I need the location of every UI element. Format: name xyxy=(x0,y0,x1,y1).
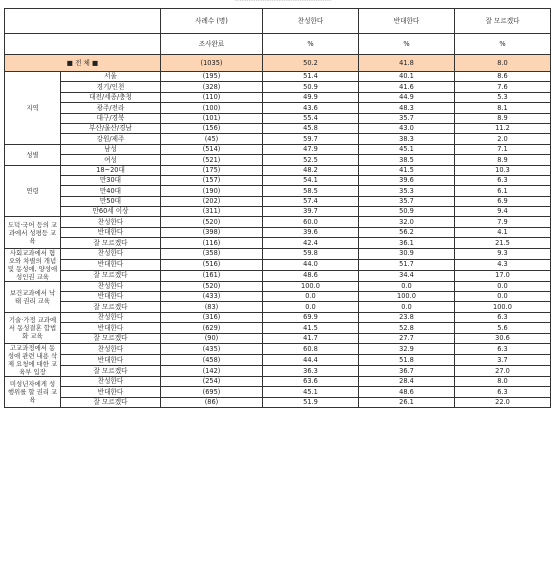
row-unknown: 10.3 xyxy=(455,165,551,175)
row-label: 만40대 xyxy=(61,186,161,196)
row-disagree: 28.4 xyxy=(359,376,455,386)
header-col-agree: 찬성한다 xyxy=(263,9,359,34)
header-corner xyxy=(5,9,161,34)
row-agree: 44.4 xyxy=(263,354,359,365)
row-disagree: 35.7 xyxy=(359,113,455,123)
row-agree: 45.1 xyxy=(263,387,359,397)
table-row xyxy=(5,165,551,175)
row-unknown: 7.6 xyxy=(455,82,551,92)
row-n: (190) xyxy=(161,186,263,196)
total-n: (1035) xyxy=(161,55,263,72)
row-unknown: 2.0 xyxy=(455,134,551,144)
row-agree: 39.6 xyxy=(263,227,359,237)
row-label: 잘 모르겠다 xyxy=(61,238,161,248)
row-label: 반대한다 xyxy=(61,387,161,397)
row-n: (83) xyxy=(161,302,263,312)
header-n-sub: 조사완료 xyxy=(161,34,263,55)
table-row xyxy=(5,397,551,407)
row-unknown: 6.1 xyxy=(455,186,551,196)
row-unknown: 6.3 xyxy=(455,343,551,354)
row-label: 대구/경북 xyxy=(61,113,161,123)
row-disagree: 26.1 xyxy=(359,397,455,407)
row-agree: 41.7 xyxy=(263,333,359,343)
row-disagree: 100.0 xyxy=(359,292,455,302)
row-agree: 100.0 xyxy=(263,281,359,291)
table-row xyxy=(5,270,551,281)
row-agree: 54.1 xyxy=(263,175,359,185)
table-row xyxy=(5,227,551,237)
row-agree: 48.6 xyxy=(263,270,359,281)
row-agree: 47.9 xyxy=(263,144,359,154)
row-agree: 51.4 xyxy=(263,72,359,82)
row-unknown: 11.2 xyxy=(455,123,551,133)
row-unknown: 100.0 xyxy=(455,302,551,312)
row-disagree: 34.4 xyxy=(359,270,455,281)
row-n: (90) xyxy=(161,333,263,343)
row-unknown: 22.0 xyxy=(455,397,551,407)
row-n: (516) xyxy=(161,259,263,270)
unit-agree: % xyxy=(263,34,359,55)
row-label: 만30대 xyxy=(61,175,161,185)
table-row xyxy=(5,365,551,376)
table-row xyxy=(5,144,551,154)
row-n: (328) xyxy=(161,82,263,92)
row-unknown: 7.9 xyxy=(455,217,551,227)
row-unknown: 9.4 xyxy=(455,207,551,217)
row-agree: 69.9 xyxy=(263,312,359,322)
row-unknown: 21.5 xyxy=(455,238,551,248)
row-unknown: 9.3 xyxy=(455,248,551,259)
table-row xyxy=(5,259,551,270)
row-agree: 51.9 xyxy=(263,397,359,407)
row-agree: 59.8 xyxy=(263,248,359,259)
top-caption xyxy=(0,0,553,8)
row-disagree: 39.6 xyxy=(359,175,455,185)
row-label: 광주/전라 xyxy=(61,103,161,113)
total-disagree: 41.8 xyxy=(359,55,455,72)
row-agree: 48.2 xyxy=(263,165,359,175)
row-label: 반대한다 xyxy=(61,323,161,333)
row-n: (520) xyxy=(161,281,263,291)
row-unknown: 8.9 xyxy=(455,113,551,123)
row-unknown: 4.3 xyxy=(455,259,551,270)
row-n: (316) xyxy=(161,312,263,322)
row-n: (175) xyxy=(161,165,263,175)
row-agree: 49.9 xyxy=(263,92,359,102)
row-unknown: 27.0 xyxy=(455,365,551,376)
group-label: 미성년자에게 성행위를 할 권리 교육 xyxy=(5,376,61,407)
row-label: 반대한다 xyxy=(61,292,161,302)
total-unknown: 8.0 xyxy=(455,55,551,72)
header-col-disagree: 반대한다 xyxy=(359,9,455,34)
row-label: 여성 xyxy=(61,155,161,165)
row-disagree: 0.0 xyxy=(359,302,455,312)
table-row xyxy=(5,72,551,82)
row-agree: 60.0 xyxy=(263,217,359,227)
row-unknown: 5.3 xyxy=(455,92,551,102)
row-unknown: 3.7 xyxy=(455,354,551,365)
total-label: ■ 전 체 ■ xyxy=(5,55,161,72)
row-disagree: 41.6 xyxy=(359,82,455,92)
row-n: (142) xyxy=(161,365,263,376)
group-label: 지역 xyxy=(5,72,61,145)
row-label: 경기/인천 xyxy=(61,82,161,92)
row-label: 찬성한다 xyxy=(61,343,161,354)
table-row xyxy=(5,196,551,206)
row-label: 반대한다 xyxy=(61,259,161,270)
table-row xyxy=(5,82,551,92)
row-n: (86) xyxy=(161,397,263,407)
row-unknown: 17.0 xyxy=(455,270,551,281)
crosstab-table xyxy=(4,8,551,408)
row-unknown: 6.9 xyxy=(455,196,551,206)
row-label: 반대한다 xyxy=(61,354,161,365)
table-row xyxy=(5,248,551,259)
table-row xyxy=(5,186,551,196)
row-n: (116) xyxy=(161,238,263,248)
row-agree: 60.8 xyxy=(263,343,359,354)
row-agree: 44.0 xyxy=(263,259,359,270)
group-label: 기술·가정 교과에서 동성결혼 합법화 교육 xyxy=(5,312,61,343)
unit-disagree: % xyxy=(359,34,455,55)
row-disagree: 27.7 xyxy=(359,333,455,343)
row-n: (695) xyxy=(161,387,263,397)
row-n: (101) xyxy=(161,113,263,123)
header-col-unknown: 잘 모르겠다 xyxy=(455,9,551,34)
row-unknown: 8.1 xyxy=(455,103,551,113)
table-row xyxy=(5,376,551,386)
table-row xyxy=(5,92,551,102)
row-label: 잘 모르겠다 xyxy=(61,302,161,312)
row-unknown: 8.9 xyxy=(455,155,551,165)
row-n: (629) xyxy=(161,323,263,333)
row-label: 서울 xyxy=(61,72,161,82)
group-label: 성별 xyxy=(5,144,61,165)
row-agree: 50.9 xyxy=(263,82,359,92)
row-n: (358) xyxy=(161,248,263,259)
total-row xyxy=(5,55,551,72)
row-unknown: 8.6 xyxy=(455,72,551,82)
row-label: 만50대 xyxy=(61,196,161,206)
row-n: (156) xyxy=(161,123,263,133)
header-n: 사례수 (명) xyxy=(161,9,263,34)
row-n: (458) xyxy=(161,354,263,365)
table-row xyxy=(5,113,551,123)
row-agree: 58.5 xyxy=(263,186,359,196)
row-label: 잘 모르겠다 xyxy=(61,333,161,343)
row-disagree: 52.8 xyxy=(359,323,455,333)
group-label: 고교과정에서 동성애 관련 내용 삭제 요청에 대한 교육부 입장 xyxy=(5,343,61,376)
row-label: 잘 모르겠다 xyxy=(61,270,161,281)
row-agree: 42.4 xyxy=(263,238,359,248)
row-disagree: 38.3 xyxy=(359,134,455,144)
table-row xyxy=(5,292,551,302)
row-label: 찬성한다 xyxy=(61,312,161,322)
row-disagree: 56.2 xyxy=(359,227,455,237)
unit-row xyxy=(5,34,551,55)
table-row xyxy=(5,387,551,397)
row-disagree: 44.9 xyxy=(359,92,455,102)
row-label: 찬성한다 xyxy=(61,217,161,227)
row-n: (202) xyxy=(161,196,263,206)
row-disagree: 48.3 xyxy=(359,103,455,113)
header-row xyxy=(5,9,551,34)
row-n: (254) xyxy=(161,376,263,386)
table-body xyxy=(5,9,551,408)
row-unknown: 30.6 xyxy=(455,333,551,343)
row-unknown: 8.0 xyxy=(455,376,551,386)
row-disagree: 36.1 xyxy=(359,238,455,248)
row-unknown: 0.0 xyxy=(455,292,551,302)
row-unknown: 4.1 xyxy=(455,227,551,237)
row-n: (433) xyxy=(161,292,263,302)
row-disagree: 50.9 xyxy=(359,207,455,217)
row-unknown: 7.1 xyxy=(455,144,551,154)
table-row xyxy=(5,281,551,291)
group-label: 사회교과에서 혐오와 차별의 개념 및 동성애, 양성애 성인권 교육 xyxy=(5,248,61,281)
row-n: (520) xyxy=(161,217,263,227)
row-label: 18~20대 xyxy=(61,165,161,175)
row-agree: 0.0 xyxy=(263,292,359,302)
top-caption-text: ------------------------------------------ xyxy=(235,0,332,4)
row-label: 잘 모르겠다 xyxy=(61,397,161,407)
table-row xyxy=(5,323,551,333)
table-row xyxy=(5,302,551,312)
table-row xyxy=(5,333,551,343)
row-disagree: 45.1 xyxy=(359,144,455,154)
group-label: 도덕·국어 등의 교과에서 성평등 교육 xyxy=(5,217,61,248)
row-label: 강원/제주 xyxy=(61,134,161,144)
group-label: 보건교과에서 낙태 권리 교육 xyxy=(5,281,61,312)
row-n: (311) xyxy=(161,207,263,217)
row-agree: 39.7 xyxy=(263,207,359,217)
table-row xyxy=(5,103,551,113)
row-unknown: 6.3 xyxy=(455,387,551,397)
table-row xyxy=(5,217,551,227)
row-disagree: 36.7 xyxy=(359,365,455,376)
row-n: (45) xyxy=(161,134,263,144)
row-agree: 43.6 xyxy=(263,103,359,113)
unit-unknown: % xyxy=(455,34,551,55)
row-disagree: 41.5 xyxy=(359,165,455,175)
row-agree: 36.3 xyxy=(263,365,359,376)
row-label: 부산/울산/경남 xyxy=(61,123,161,133)
row-disagree: 51.8 xyxy=(359,354,455,365)
table-row xyxy=(5,343,551,354)
row-disagree: 30.9 xyxy=(359,248,455,259)
table-row xyxy=(5,123,551,133)
row-label: 남성 xyxy=(61,144,161,154)
row-label: 잘 모르겠다 xyxy=(61,365,161,376)
row-label: 만60세 이상 xyxy=(61,207,161,217)
row-label: 찬성한다 xyxy=(61,248,161,259)
row-agree: 55.4 xyxy=(263,113,359,123)
table-row xyxy=(5,175,551,185)
row-n: (161) xyxy=(161,270,263,281)
row-n: (435) xyxy=(161,343,263,354)
total-agree: 50.2 xyxy=(263,55,359,72)
row-label: 반대한다 xyxy=(61,227,161,237)
table-row xyxy=(5,312,551,322)
row-disagree: 35.7 xyxy=(359,196,455,206)
row-unknown: 6.3 xyxy=(455,312,551,322)
row-unknown: 5.6 xyxy=(455,323,551,333)
row-n: (521) xyxy=(161,155,263,165)
unit-corner xyxy=(5,34,161,55)
row-label: 찬성한다 xyxy=(61,376,161,386)
row-disagree: 48.6 xyxy=(359,387,455,397)
row-n: (398) xyxy=(161,227,263,237)
row-agree: 57.4 xyxy=(263,196,359,206)
table-row xyxy=(5,155,551,165)
row-disagree: 32.0 xyxy=(359,217,455,227)
row-disagree: 0.0 xyxy=(359,281,455,291)
table-row xyxy=(5,134,551,144)
row-label: 찬성한다 xyxy=(61,281,161,291)
row-agree: 0.0 xyxy=(263,302,359,312)
row-agree: 63.6 xyxy=(263,376,359,386)
table-row xyxy=(5,207,551,217)
row-n: (110) xyxy=(161,92,263,102)
row-label: 대전/세종/충청 xyxy=(61,92,161,102)
row-n: (157) xyxy=(161,175,263,185)
row-agree: 59.7 xyxy=(263,134,359,144)
row-n: (514) xyxy=(161,144,263,154)
row-n: (195) xyxy=(161,72,263,82)
row-disagree: 38.5 xyxy=(359,155,455,165)
row-unknown: 6.3 xyxy=(455,175,551,185)
row-disagree: 35.3 xyxy=(359,186,455,196)
row-agree: 41.5 xyxy=(263,323,359,333)
row-disagree: 23.8 xyxy=(359,312,455,322)
row-disagree: 40.1 xyxy=(359,72,455,82)
table-row xyxy=(5,238,551,248)
row-n: (100) xyxy=(161,103,263,113)
row-agree: 52.5 xyxy=(263,155,359,165)
row-unknown: 0.0 xyxy=(455,281,551,291)
table-row xyxy=(5,354,551,365)
row-disagree: 32.9 xyxy=(359,343,455,354)
group-label: 연령 xyxy=(5,165,61,217)
row-disagree: 51.7 xyxy=(359,259,455,270)
row-agree: 45.8 xyxy=(263,123,359,133)
row-disagree: 43.0 xyxy=(359,123,455,133)
